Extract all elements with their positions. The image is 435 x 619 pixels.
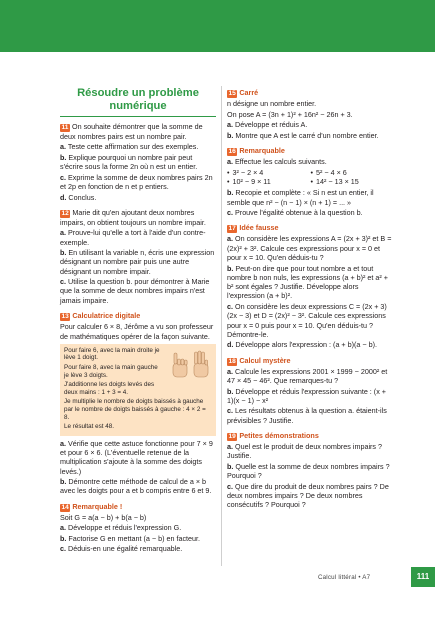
- exercise-number: 16: [228, 147, 236, 155]
- question-b: Démontre cette méthode de calcul de a × b avec les doigts pour a et b compris entre 6 et 9.: [60, 477, 212, 496]
- question-a: Calcule les expressions 2001 × 1999 − 2000² et 47 × 45 − 46². Que remarques-tu ?: [227, 366, 388, 386]
- question-b: Factorise G en mettant (a − b) en facteur.: [68, 533, 201, 543]
- question-d: Conclus.: [68, 192, 97, 202]
- question-b: Montre que A est le carré d'un nombre entier.: [235, 130, 379, 140]
- exercise-intro: Marie dit qu'en ajoutant deux nombres impairs, on obtient toujours un nombre impair.: [60, 207, 206, 227]
- section-title: Résoudre un problème numérique: [77, 87, 199, 112]
- exercise-16: 16 Remarquable a. Effectue les calculs suivants. • 3² − 2 × 4 • 5² − 4 × 6 • 10² − 9 × 11 • 14² − 13 × 15 b. Recopie et complète : « Si n est un entier, il semble que n² − (n − 1) × (n + 1) = ... » c. Prouve l'égalité obtenue à la question b.: [227, 146, 394, 217]
- column-divider: [221, 86, 222, 566]
- exercise-intro-1: n désigne un nombre entier.: [227, 99, 317, 109]
- box-line-4: Je multiplie le nombre de doigts baissés à gauche par le nombre de doigts baissés à gauche : 4 × 2 = 8.: [64, 398, 206, 421]
- question-b: Peut-on dire que pour tout nombre a et tout nombre b non nuls, les expressions (a + b)² et a² + b² sont égales ? Justifie. Développe alors l'expression (a + b)².: [227, 263, 389, 301]
- question-b: Recopie et complète : « Si n est un entier, il semble que n² − (n − 1) × (n + 1) = ... »: [227, 188, 374, 207]
- right-column: [227, 88, 394, 516]
- exercise-title: Calculatrice digitale: [72, 311, 141, 321]
- page-number: 111: [411, 567, 435, 587]
- box-line-5: Le résultat est 48.: [64, 423, 115, 431]
- exercise-number: 14: [61, 503, 69, 511]
- question-a: Prouve-lui qu'elle a tort à l'aide d'un contre-exemple.: [60, 228, 206, 247]
- question-a: Vérifie que cette astuce fonctionne pour 7 × 9 et pour 6 × 6. (L'éventuelle retenue de la multiplication s'ajoute à la somme des doigts levés.): [60, 438, 213, 476]
- exercise-number: 11: [61, 124, 69, 131]
- exercise-number: 15: [228, 90, 236, 97]
- question-b: Explique pourquoi un nombre pair peut s'écrire sous la forme 2n où n est un entier.: [60, 152, 198, 172]
- calc-item: • 3² − 2 × 4: [227, 168, 311, 177]
- calc-list: [227, 168, 394, 187]
- exercise-title: Carré: [239, 88, 259, 97]
- exercise-number: 19: [228, 432, 236, 440]
- box-line-3: J'additionne les doigts levés des deux mains : 1 + 3 = 4.: [64, 381, 155, 396]
- exercise-14: 14 Remarquable ! Soit G = a(a − b) + b(a − b) a. Développe et réduis l'expression G. b. Factorise G en mettant (a − b) en facteur. c. Déduis-en une égalité remarquable.: [60, 502, 216, 554]
- exercise-17: 17 Idée fausse a. On considère les expressions A = (2x + 3)² et B = (2x)² + 3². Calcule ces expressions pour x = 0 et pour x = 10. Qu'en déduis-tu ? b. Peut-on dire que pour tout nombre a et tout nombre b non nuls, les expressions (a + b)² et a² + b² sont égales ? Justifie. Développe alors l'expression (a + b)². c. On considère les deux expressions C = (2x + 3)(2x − 3) et D = (2x)² − 3². Calcule ces expressions pour x = 0 puis pour x = 10. Qu'en déduis-tu ? Démontre-le. d. Développe alors l'expression : (a + b)(a − b).: [227, 223, 392, 350]
- exercise-intro: Soit G = a(a − b) + b(a − b): [60, 512, 147, 522]
- exercise-11: 11 On souhaite démontrer que la somme de deux nombres pairs est un nombre pair. a. Teste cette affirmation sur des exemples. b. Explique pourquoi un nombre pair peut s'écrire sous la forme 2n où n est un entier. c. Exprime la somme de deux nombres pairs 2n et 2p en fonction de n et p entiers. d. Conclus.: [60, 122, 213, 202]
- question-a: Développe et réduis l'expression G.: [68, 523, 182, 533]
- top-green-banner: [0, 0, 435, 52]
- method-box: [60, 344, 216, 436]
- exercise-title: Idée fausse: [239, 223, 279, 233]
- question-c: Exprime la somme de deux nombres pairs 2n et 2p en fonction de n et p entiers.: [60, 172, 213, 192]
- question-a: Effectue les calculs suivants.: [235, 157, 327, 167]
- exercise-title: Petites démonstrations: [239, 430, 319, 440]
- question-c: Prouve l'égalité obtenue à la question b.: [235, 207, 363, 217]
- exercise-intro-2: On pose A = (3n + 1)² + 16n² − 26n + 3.: [227, 109, 353, 119]
- hands-illustration: [170, 347, 212, 381]
- calc-item: • 5² − 4 × 6: [311, 168, 395, 177]
- left-column: [60, 86, 216, 560]
- question-c: On considère les deux expressions C = (2x + 3)(2x − 3) et D = (2x)² − 3². Calcule ces expressions pour x = 0 puis pour x = 10. Qu'en déduis-tu ? Démontre-le.: [227, 301, 387, 339]
- exercise-number: 13: [61, 313, 69, 321]
- question-a: Développe et réduis A.: [235, 120, 308, 130]
- question-c: Les résultats obtenus à la question a. étaient-ils prévisibles ? Justifie.: [227, 406, 387, 425]
- question-b: Développe et réduis l'expression suivante : (x + 1)(x − 1) − x²: [227, 386, 386, 405]
- question-b: Quelle est la somme de deux nombres impairs ? Pourquoi ?: [227, 461, 390, 481]
- question-c: Que dire du produit de deux nombres pairs ? De deux nombres impairs ? De deux nombres consécutifs ? Pourquoi ?: [227, 481, 389, 510]
- exercise-title: Calcul mystère: [239, 355, 291, 365]
- box-line-1: Pour faire 6, avec la main droite je lève 1 doigt.: [64, 346, 160, 362]
- exercise-15: 15 Carré n désigne un nombre entier. On pose A = (3n + 1)² + 16n² − 26n + 3. a. Développe et réduis A. b. Montre que A est le carré d'un nombre entier.: [227, 88, 394, 140]
- exercise-intro: Pour calculer 6 × 8, Jérôme a vu son professeur de mathématiques opérer de la façon suivante.: [60, 322, 214, 341]
- question-c: Déduis-en une égalité remarquable.: [68, 544, 183, 554]
- calc-item: • 14² − 13 × 15: [311, 177, 395, 186]
- exercise-number: 17: [228, 225, 236, 233]
- question-d: Développe alors l'expression : (a + b)(a − b).: [235, 340, 377, 350]
- section-rule: [60, 116, 216, 117]
- question-a: Teste cette affirmation sur des exemples.: [67, 142, 199, 152]
- exercise-12: 12 Marie dit qu'en ajoutant deux nombres impairs, on obtient toujours un nombre impair. a. Prouve-lui qu'elle a tort à l'aide d'un contre-exemple. b. En utilisant la variable n, écris une expression désignant un nombre pair puis une autre désignant un nombre impair. c. Utilise la question b. pour démontrer à Marie que la somme de deux nombres impairs n'est jamais impaire.: [60, 207, 215, 305]
- exercise-number: 18: [228, 357, 236, 365]
- question-c: Utilise la question b. pour démontrer à Marie que la somme de deux nombres impairs n'est jamais impaire.: [60, 277, 210, 305]
- exercise-number: 12: [61, 209, 69, 217]
- exercise-intro: On souhaite démontrer que la somme de deux nombres pairs est un nombre pair.: [60, 122, 203, 141]
- question-a: Quel est le produit de deux nombres impairs ? Justifie.: [227, 442, 383, 461]
- exercise-19: 19 Petites démonstrations a. Quel est le produit de deux nombres impairs ? Justifie. b. Quelle est la somme de deux nombres impairs ? Pourquoi ? c. Que dire du produit de deux nombres pairs ? De deux nombres impairs ? De deux nombres consécutifs ? Pourquoi ?: [227, 430, 390, 510]
- exercise-13: 13 Calculatrice digitale Pour calculer 6 × 8, Jérôme a vu son professeur de mathématiques opérer de la façon suivante. Pour faire 6, avec la main droite je lève 1 doigt. Pour faire 8, avec la main gauche je lève 3 doigts. J'additionne les doigts levés des deux mains : 1 + 3 = 4. Je multiplie le nombre de doigts baissés à gauche par le nombre de doigts baissés à gauche : 4 × 2 = 8. Le résultat est 48. a. Vérifie que cette astuce fonctionne pour 7 × 9 et pour 6 × 6. (L'éventuelle retenue de la multiplication s'ajoute à la somme des doigts levés.) b. Démontre cette méthode de calcul de a × b avec les doigts pour a et b compris entre 6 et 9.: [60, 311, 216, 496]
- question-a: On considère les expressions A = (2x + 3)² et B = (2x)² + 3². Calcule ces expressions pour x = 0 et pour x = 10. Qu'en déduis-tu ?: [227, 234, 392, 263]
- exercise-title: Remarquable !: [72, 501, 123, 511]
- box-line-2: Pour faire 8, avec la main gauche je lève 3 doigts.: [64, 364, 158, 379]
- question-b: En utilisant la variable n, écris une expression désignant un nombre pair puis une autre désignant un nombre impair.: [60, 248, 215, 276]
- calc-item: • 10² − 9 × 11: [227, 177, 311, 186]
- footer-chapter: Calcul littéral • A7: [318, 574, 371, 581]
- exercise-18: 18 Calcul mystère a. Calcule les expressions 2001 × 1999 − 2000² et 47 × 45 − 46². Que remarques-tu ? b. Développe et réduis l'expression suivante : (x + 1)(x − 1) − x² c. Les résultats obtenus à la question a. étaient-ils prévisibles ? Justifie.: [227, 355, 388, 425]
- exercise-title: Remarquable: [239, 145, 285, 155]
